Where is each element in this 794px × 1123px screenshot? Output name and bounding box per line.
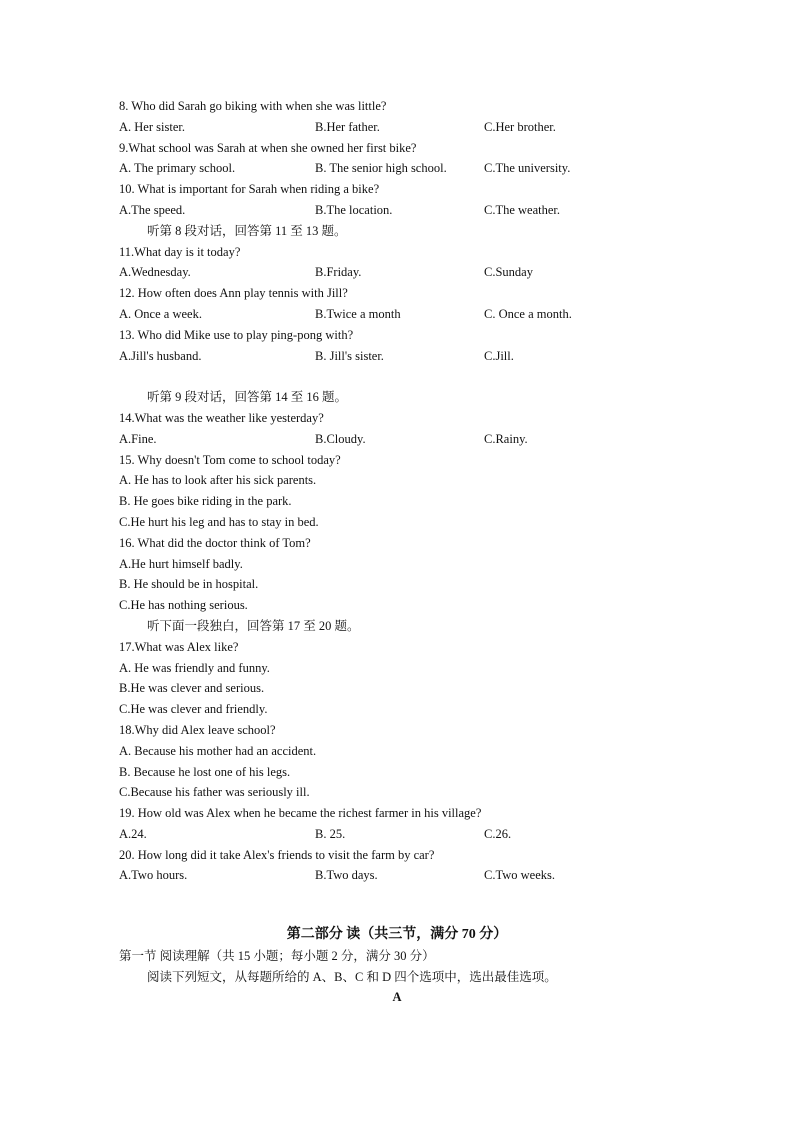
- reading-instruction: 阅读下列短文，从每题所给的 A、B、C 和 D 四个选项中，选出最佳选项。: [147, 969, 557, 984]
- option-c: C.26.: [484, 826, 512, 841]
- spacer: [119, 366, 679, 387]
- question-19: 19. How old was Alex when he became the richest farmer in his village?: [119, 806, 482, 821]
- option-a: A.Wednesday.: [119, 265, 191, 280]
- spacer: [119, 907, 679, 925]
- question-14: 14.What was the weather like yesterday?: [119, 410, 324, 425]
- passage-label: A: [392, 990, 402, 1005]
- option-c: C.He hurt his leg and has to stay in bed.: [119, 514, 319, 529]
- option-a: A. He has to look after his sick parents.: [119, 473, 317, 488]
- question-12: 12. How often does Ann play tennis with Jill?: [119, 286, 348, 301]
- option-b: B.Two days.: [315, 868, 378, 883]
- option-c: C. Once a month.: [484, 306, 572, 321]
- option-a: A.The speed.: [119, 202, 186, 217]
- option-b: B. He should be in hospital.: [119, 577, 259, 592]
- part-two-title: 第二部分 读（共三节，满分 70 分）: [286, 927, 508, 943]
- option-c: C.He has nothing serious.: [119, 598, 248, 613]
- question-11: 11.What day is it today?: [119, 244, 241, 259]
- option-a: A.Two hours.: [119, 868, 188, 883]
- option-b: B.Friday.: [315, 265, 362, 280]
- option-c: C.He was clever and friendly.: [119, 702, 268, 717]
- question-10: 10. What is important for Sarah when riding a bike?: [119, 182, 380, 197]
- options-14: [119, 429, 679, 450]
- section-8-instruction: 听第 8 段对话，回答第 11 至 13 题。: [147, 223, 347, 238]
- option-a: A.Jill's husband.: [119, 348, 202, 363]
- option-c: C.The university.: [484, 161, 571, 176]
- option-a: A.He hurt himself badly.: [119, 556, 243, 571]
- option-c: C.Two weeks.: [484, 868, 555, 883]
- option-c: C.Rainy.: [484, 431, 528, 446]
- spacer: [119, 886, 679, 907]
- options-9: [119, 158, 679, 179]
- option-c: C.Because his father was seriously ill.: [119, 785, 310, 800]
- options-8: [119, 117, 679, 138]
- option-b: B.Twice a month: [315, 306, 401, 321]
- option-a: A.Fine.: [119, 431, 157, 446]
- option-c: C.Jill.: [484, 348, 514, 363]
- page-content: [119, 96, 679, 1008]
- question-16: 16. What did the doctor think of Tom?: [119, 535, 311, 550]
- question-8: 8. Who did Sarah go biking with when she was little?: [119, 99, 387, 113]
- option-a: A. The primary school.: [119, 161, 236, 176]
- question-13: 13. Who did Mike use to play ping-pong with?: [119, 327, 354, 342]
- option-b: B.He was clever and serious.: [119, 681, 265, 696]
- question-20: 20. How long did it take Alex's friends to visit the farm by car?: [119, 847, 435, 862]
- options-19: [119, 824, 679, 845]
- section-one-title: 第一节 阅读理解（共 15 小题；每小题 2 分，满分 30 分）: [119, 948, 435, 963]
- monologue-instruction: 听下面一段独白，回答第 17 至 20 题。: [147, 618, 360, 633]
- section-9-instruction: 听第 9 段对话，回答第 14 至 16 题。: [147, 390, 348, 405]
- option-a: A. Once a week.: [119, 306, 202, 321]
- option-c: C.The weather.: [484, 202, 561, 217]
- options-12: [119, 304, 679, 325]
- option-c: C.Her brother.: [484, 119, 556, 134]
- option-a: A. Her sister.: [119, 119, 185, 134]
- options-20: [119, 865, 679, 886]
- question-15: 15. Why doesn't Tom come to school today?: [119, 452, 341, 467]
- option-a: A. Because his mother had an accident.: [119, 743, 317, 758]
- options-11: [119, 262, 679, 283]
- option-b: B. He goes bike riding in the park.: [119, 494, 292, 509]
- option-a: A.24.: [119, 826, 147, 841]
- option-b: B. 25.: [315, 826, 346, 841]
- option-b: B. Because he lost one of his legs.: [119, 764, 291, 779]
- question-17: 17.What was Alex like?: [119, 639, 239, 654]
- question-9: 9.What school was Sarah at when she owned her first bike?: [119, 140, 417, 155]
- option-b: B.The location.: [315, 202, 393, 217]
- options-10: [119, 200, 679, 221]
- option-b: B.Her father.: [315, 119, 380, 134]
- options-13: [119, 346, 679, 367]
- option-b: B. The senior high school.: [315, 161, 447, 176]
- option-b: B. Jill's sister.: [315, 348, 384, 363]
- question-18: 18.Why did Alex leave school?: [119, 722, 276, 737]
- option-c: C.Sunday: [484, 265, 533, 280]
- option-a: A. He was friendly and funny.: [119, 660, 270, 675]
- option-b: B.Cloudy.: [315, 431, 366, 446]
